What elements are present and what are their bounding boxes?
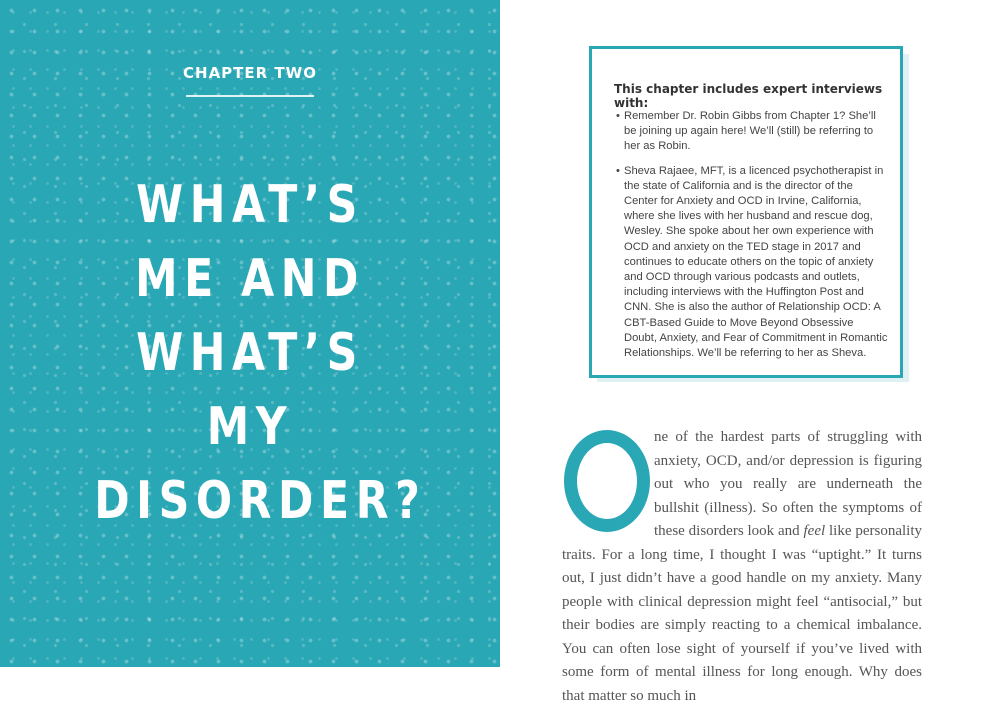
chapter-label: CHAPTER TWO <box>183 64 317 82</box>
body-text-start: ne of the hardest parts of struggling with anxiety, OCD, and/or depression is figuring out who you really are underneath the bullshit (illness). So often the symptoms of these disorders look and <box>654 429 922 539</box>
expert-interviews-box <box>589 46 903 378</box>
drop-cap <box>562 428 654 522</box>
title-line: WHAT’S MY <box>136 323 364 457</box>
bullet-icon: • <box>616 164 620 177</box>
body-paragraph <box>562 426 922 708</box>
list-item-text: Remember Dr. Robin Gibbs from Chapter 1? She’ll be joining up again here! We’ll (still) be referring to her as Robin. <box>624 110 876 153</box>
expert-list <box>616 109 888 370</box>
title-line: ME AND <box>135 249 365 309</box>
chapter-divider <box>186 95 314 97</box>
title-line: WHAT’S <box>136 175 364 235</box>
chapter-opener-page <box>0 0 500 667</box>
bullet-icon: • <box>616 110 620 122</box>
list-item <box>616 164 888 362</box>
title-line: DISORDER? <box>94 471 427 531</box>
body-text-rest: like personality traits. For a long time, I thought I was “uptight.” It turns out, I just didn’t have a good handle on my anxiety. Many people with clinical depression might feel “antisocial,” but their bodies are simply reacting to a chemical imbalance. You can often lose sight of yourself if you’ve lived with some form of mental illness for long enough. Why does that matter so much in <box>562 523 922 704</box>
body-italic: feel <box>803 523 826 539</box>
chapter-title <box>60 168 440 538</box>
box-heading: This chapter includes expert interviews with: <box>614 82 883 110</box>
drop-cap-o-shape <box>564 430 650 532</box>
list-item-text: Sheva Rajaee, MFT, is a licenced psychotherapist in the state of California and is the director of the Center for Anxiety and OCD in Irvine, California, where she lives with her husband and rescue dog, Wesley. She spoke about her own experience with OCD and anxiety on the TED stage in 2017 and continues to educate others on the topic of anxiety and OCD through various podcasts and outlets, including interviews with the Huffington Post and CNN. She is also the author of Relationship OCD: A CBT-Based Guide to Move Beyond Obsessive Doubt, Anxiety, and Fear of Commitment in Romantic Relationships. We’ll be referring to her as Sheva. <box>624 164 888 360</box>
list-item <box>616 109 888 155</box>
